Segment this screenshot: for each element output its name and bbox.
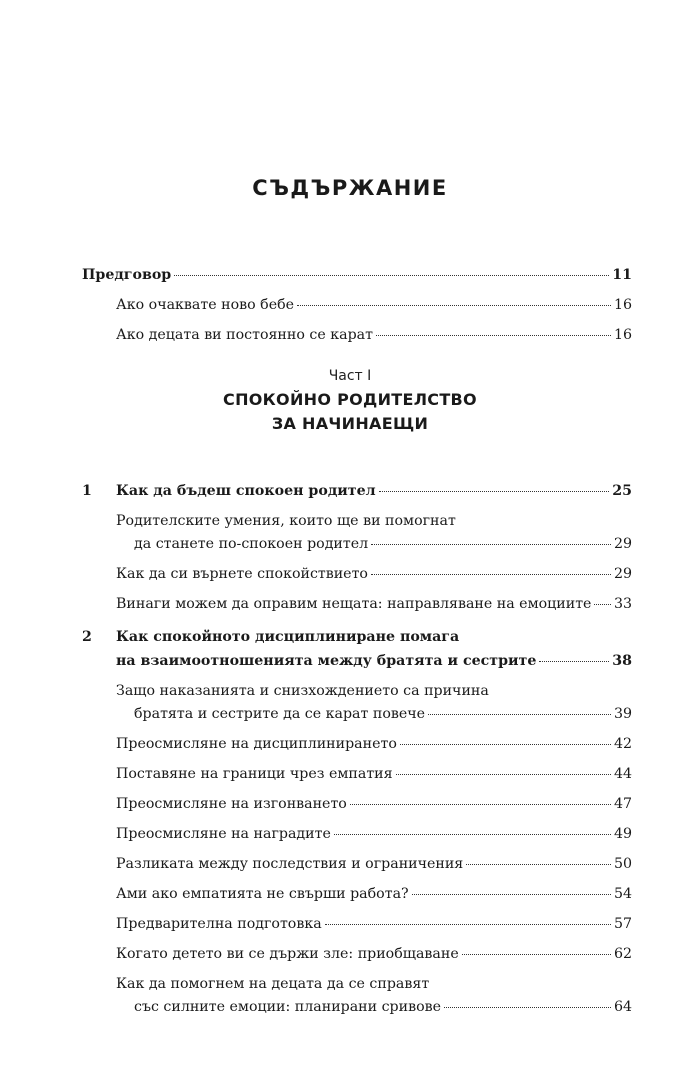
toc-entry[interactable] (116, 593, 632, 615)
page-number: 42 (613, 736, 632, 752)
toc-entry[interactable] (116, 324, 632, 346)
toc-entry[interactable] (134, 996, 632, 1018)
toc-entry[interactable] (116, 793, 632, 815)
dot-leader (428, 714, 611, 715)
dot-leader (444, 1007, 611, 1008)
entry-label: Поставяне на граници чрез емпатия (116, 766, 393, 782)
toc-entry[interactable] (134, 703, 632, 725)
page-number: 44 (613, 766, 632, 782)
toc-entry[interactable] (116, 943, 632, 965)
entry-label: Как да си върнете спокойствието (116, 566, 368, 582)
chapter-title-line1: Как спокойното дисциплиниране помага (116, 629, 460, 645)
entry-label: Преосмисляне на изгонването (116, 796, 347, 812)
page-number: 29 (613, 566, 632, 582)
entry-label: Когато детето ви се държи зле: приобщаване (116, 946, 459, 962)
part-title-line1: СПОКОЙНО РОДИТЕЛСТВО (223, 390, 477, 409)
toc-entry[interactable] (116, 733, 632, 755)
dot-leader (325, 924, 611, 925)
entry-label-line1: Защо наказанията и снизхождението са причина (116, 683, 489, 699)
toc-title: СЪДЪРЖАНИЕ (252, 176, 448, 200)
page-number: 38 (612, 653, 632, 669)
dot-leader (174, 275, 609, 276)
dot-leader (462, 954, 611, 955)
page-number: 49 (613, 826, 632, 842)
dot-leader (376, 335, 611, 336)
entry-label: на взаимоотношенията между братята и сестрите (116, 653, 537, 669)
toc-entry-chapter2[interactable] (116, 650, 632, 672)
dot-leader (400, 744, 611, 745)
toc-entry[interactable] (134, 533, 632, 555)
page-number: 29 (613, 536, 632, 552)
page-number: 47 (613, 796, 632, 812)
entry-label: Предварителна подготовка (116, 916, 322, 932)
toc-entry-preface[interactable] (82, 264, 632, 286)
dot-leader (350, 804, 611, 805)
page-number: 50 (613, 856, 632, 872)
page-number: 16 (613, 297, 632, 313)
page-number: 16 (613, 327, 632, 343)
dot-leader (297, 305, 611, 306)
part-title-line2: ЗА НАЧИНАЕЩИ (271, 414, 429, 433)
entry-label: Разликата между последствия и ограничения (116, 856, 464, 872)
dot-leader (379, 491, 610, 492)
toc-entry[interactable] (116, 294, 632, 316)
page-number: 11 (612, 267, 632, 283)
entry-label: да станете по-спокоен родител (134, 536, 369, 552)
chapter-number: 1 (82, 483, 92, 499)
page-number: 25 (612, 483, 632, 499)
dot-leader (371, 574, 611, 575)
page-number: 33 (613, 596, 632, 612)
dot-leader (396, 774, 611, 775)
entry-label: Предговор (82, 267, 172, 283)
entry-label: Ако децата ви постоянно се карат (116, 327, 373, 343)
dot-leader (594, 604, 610, 605)
toc-entry[interactable] (116, 823, 632, 845)
entry-label: Как да бъдеш спокоен родител (116, 483, 376, 499)
dot-leader (334, 834, 611, 835)
entry-label: Преосмисляне на наградите (116, 826, 331, 842)
entry-label: братята и сестрите да се карат повече (134, 706, 426, 722)
page-number: 39 (613, 706, 632, 722)
page-number: 64 (613, 999, 632, 1015)
page-number: 62 (613, 946, 632, 962)
page-number: 57 (613, 916, 632, 932)
entry-label: Преосмисляне на дисциплинирането (116, 736, 397, 752)
toc-entry[interactable] (116, 913, 632, 935)
toc-entry[interactable] (116, 763, 632, 785)
entry-label: Ами ако емпатията не свърши работа? (116, 886, 409, 902)
toc-entry[interactable] (116, 563, 632, 585)
toc-entry[interactable] (116, 853, 632, 875)
entry-label: Винаги можем да оправим нещата: направляване на емоциите (116, 596, 592, 612)
part-label: Част I (328, 368, 372, 384)
entry-label-line1: Родителските умения, които ще ви помогнат (116, 513, 456, 529)
dot-leader (539, 661, 609, 662)
entry-label-line1: Как да помогнем на децата да се справят (116, 976, 430, 992)
dot-leader (371, 544, 611, 545)
chapter-number: 2 (82, 629, 92, 645)
entry-label: със силните емоции: планирани сривове (134, 999, 442, 1015)
dot-leader (412, 894, 611, 895)
page-number: 54 (613, 886, 632, 902)
toc-entry-chapter1[interactable] (116, 480, 632, 502)
dot-leader (466, 864, 611, 865)
toc-entry[interactable] (116, 883, 632, 905)
entry-label: Ако очаквате ново бебе (116, 297, 295, 313)
